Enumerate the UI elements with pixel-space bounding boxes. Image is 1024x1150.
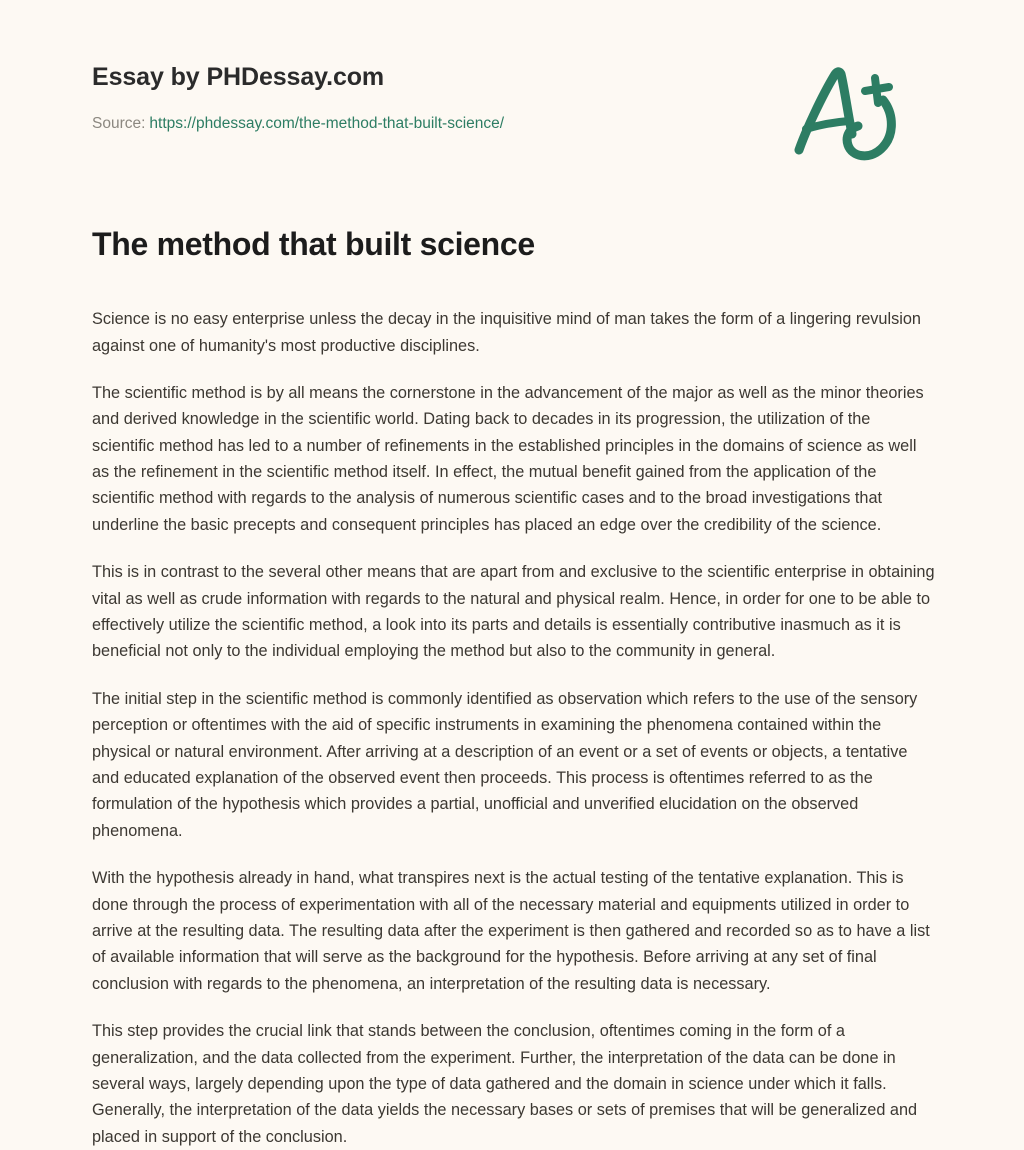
paragraph: With the hypothesis already in hand, what transpires next is the actual testing of the tentative explanation. This is done through the process of experimentation with all of the necessary material and equipments utilized in order to arrive at the resulting data. The resulting data after the experiment is then gathered and recorded so as to have a list of available information that will serve as the background for the hypothesis. Before arriving at any set of final conclusion with regards to the phenomena, an interpretation of the resulting data is necessary. <box>92 869 930 993</box>
paragraph: The scientific method is by all means the cornerstone in the advancement of the major as well as the minor theories and derived knowledge in the scientific world. Dating back to decades in its progression, the utilization of the scientific method has led to a number of refinements in the established principles in the domains of science as well as the refinement in the scientific method itself. In effect, the mutual benefit gained from the application of the scientific method with regards to the analysis of numerous scientific cases and to the broad investigations that underline the basic precepts and consequent principles has placed an edge over the credibility of the science. <box>92 383 924 534</box>
source-label: Source: <box>92 115 146 132</box>
brand-title: Essay by PHDessay.com <box>92 63 385 91</box>
paragraph: The initial step in the scientific method is commonly identified as observation which refers to the use of the sensory perception or oftentimes with the aid of specific instruments in examining the phenomena contained within the physical or natural environment. After arriving at a description of an event or a set of events or objects, a tentative and educated explanation of the observed event then proceeds. This process is oftentimes referred to as the formulation of the hypothesis which provides a partial, unofficial and unverified elucidation on the observed phenomena. <box>92 689 918 840</box>
a-plus-logo <box>786 56 904 168</box>
page-title: The method that built science <box>92 226 535 263</box>
article-body <box>92 306 936 1150</box>
paragraph: Science is no easy enterprise unless the decay in the inquisitive mind of man takes the form of a lingering revulsion against one of humanity's most productive disciplines. <box>92 310 921 355</box>
source-url-link[interactable]: https://phdessay.com/the-method-that-built-science/ <box>149 115 505 132</box>
paragraph: This step provides the crucial link that stands between the conclusion, oftentimes coming in the form of a generalization, and the data collected from the experiment. Further, the interpretation of the data can be done in several ways, largely depending upon the type of data gathered and the domain in science under which it falls. Generally, the interpretation of the data yields the necessary bases or sets of premises that will be generalized and placed in support of the conclusion. <box>92 1022 918 1146</box>
document-header <box>78 0 946 134</box>
paragraph: This is in contrast to the several other means that are apart from and exclusive to the scientific enterprise in obtaining vital as well as crude information with regards to the natural and physical realm. Hence, in order for one to be able to effectively utilize the scientific method, a look into its parts and details is essentially contributive inasmuch as it is beneficial not only to the individual employing the method but also to the community in general. <box>92 563 935 661</box>
